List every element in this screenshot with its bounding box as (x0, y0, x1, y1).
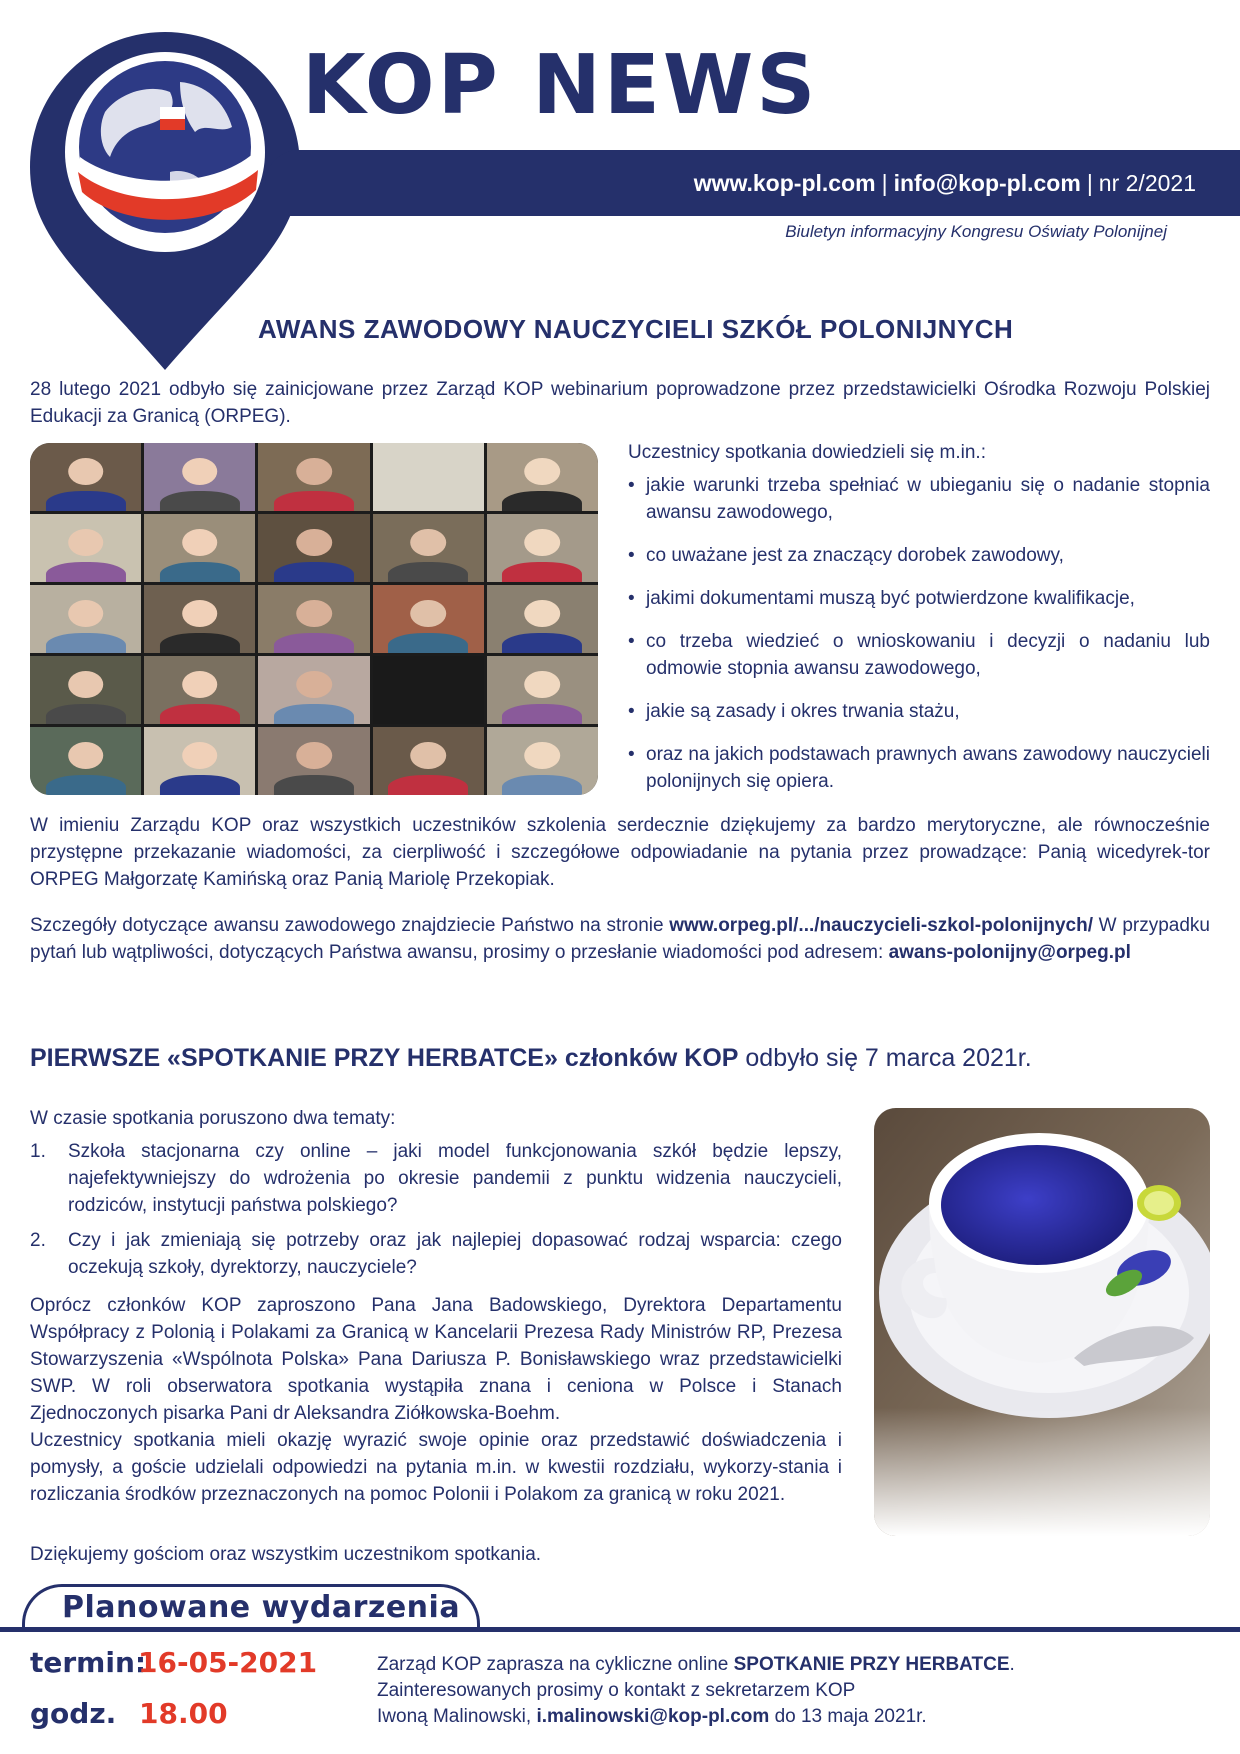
participant-face (296, 671, 332, 698)
participant-face (525, 742, 561, 769)
separator: | (881, 170, 888, 196)
participant-tile (487, 727, 598, 795)
participant-face (296, 742, 332, 769)
participant-body (160, 562, 240, 582)
participant-tile (373, 727, 484, 795)
participant-body (274, 491, 354, 511)
article2-title-bold: PIERWSZE «SPOTKANIE PRZY HERBATCE» członków KOP (30, 1044, 739, 1072)
event-desc-text: Iwoną Malinowski, (377, 1706, 537, 1727)
event-desc-text: Zainteresowanych prosimy o kontakt z sekretarzem KOP (377, 1680, 856, 1701)
participant-body (160, 491, 240, 511)
participant-tile (373, 443, 484, 511)
event-desc-text: . (1009, 1654, 1015, 1675)
list-item: • jakie są zasady i okres trwania stażu, (628, 698, 1210, 725)
participant-face (525, 458, 561, 485)
participant-tile (487, 443, 598, 511)
participant-body (160, 775, 240, 795)
participant-body (46, 775, 126, 795)
webinar-screenshot (30, 443, 598, 795)
participant-body (274, 775, 354, 795)
secretary-email-link[interactable]: i.malinowski@kop-pl.com (536, 1706, 770, 1727)
separator: | (1086, 170, 1093, 196)
participant-body (502, 562, 582, 582)
participant-body (274, 562, 354, 582)
participant-tile (258, 514, 369, 582)
masthead-title: KOP NEWS (302, 38, 819, 133)
participant-tile (144, 656, 255, 724)
topic-item (30, 1138, 842, 1219)
participant-body (274, 704, 354, 724)
events-title: Planowane wydarzenia (62, 1590, 461, 1625)
awans-email-link[interactable]: awans-polonijny@orpeg.pl (888, 942, 1131, 963)
article1-list (628, 472, 1210, 795)
participant-body (46, 704, 126, 724)
participant-tile (144, 514, 255, 582)
participant-tile (258, 443, 369, 511)
article2-topics (30, 1138, 842, 1289)
participant-face (296, 600, 332, 627)
participant-body (502, 775, 582, 795)
article2-title (30, 1044, 1032, 1073)
email-link[interactable]: info@kop-pl.com (893, 170, 1081, 196)
participant-body (502, 704, 582, 724)
participant-tile (30, 443, 141, 511)
details-text: Szczegóły dotyczące awansu zawodowego znajdziecie Państwo na stronie (30, 915, 670, 936)
orpeg-link[interactable]: www.orpeg.pl/.../nauczycieli-szkol-polonijnych/ (669, 915, 1093, 936)
participant-face (182, 742, 218, 769)
participant-face (68, 458, 104, 485)
article2-discussion: Uczestnicy spotkania mieli okazję wyrazić swoje opinie oraz przedstawić doświadczenia i pomysły, a goście udzielali odpowiedzi na pytania m.in. w kwestii rozdziału, wykorzy-stania i rozliczania środków przeznaczonych na pomoc Polonii i Polakom za granicą w roku 2021. (30, 1430, 842, 1505)
topic-text: Czy i jak zmieniają się potrzeby oraz jak najlepiej dopasować rodzaj wsparcia: czego oczekują szkoły, dyrektorzy, nauczyciele? (68, 1230, 842, 1278)
participant-face (296, 458, 332, 485)
article1-title: AWANS ZAWODOWY NAUCZYCIELI SZKÓŁ POLONIJNYCH (258, 314, 1014, 344)
participant-tile (373, 514, 484, 582)
participant-face (182, 458, 218, 485)
participant-face (68, 742, 104, 769)
article2-intro: W czasie spotkania poruszono dwa tematy: (30, 1108, 396, 1129)
participant-tile (487, 514, 598, 582)
participant-face (525, 529, 561, 556)
article1-list-intro: Uczestnicy spotkania dowiedzieli się m.in.: (628, 442, 986, 463)
participant-tile (258, 656, 369, 724)
list-item: • oraz na jakich podstawach prawnych awans zawodowy nauczycieli polonijnych się opiera. (628, 741, 1210, 795)
participant-face (410, 742, 446, 769)
participant-tile (30, 514, 141, 582)
tea-cup-photo (874, 1108, 1210, 1536)
participant-tile (258, 585, 369, 653)
list-item: • co uważane jest za znaczący dorobek zawodowy, (628, 542, 1210, 569)
participant-body (46, 633, 126, 653)
time-value: 18.00 (139, 1697, 228, 1730)
participant-face (68, 671, 104, 698)
participant-body (388, 562, 468, 582)
participant-face (68, 600, 104, 627)
event-desc-text: do 13 maja 2021r. (769, 1706, 927, 1727)
article1-intro: 28 lutego 2021 odbyło się zainicjowane przez Zarząd KOP webinarium poprowadzone przez przedstawicielki Ośrodka Rozwoju Polskiej Edukacji za Granicą (ORPEG). (30, 379, 1210, 427)
questions-text: W przypadku pytań lub wątpliwości, dotyczących Państwa awansu, prosimy o przesłanie wiadomości pod adresem: (30, 915, 1210, 963)
participant-tile (373, 585, 484, 653)
participant-tile (258, 727, 369, 795)
participant-tile (144, 585, 255, 653)
event-name: SPOTKANIE PRZY HERBATCE (733, 1654, 1010, 1675)
participant-tile (487, 656, 598, 724)
participant-tile (144, 443, 255, 511)
participant-body (160, 633, 240, 653)
participant-body (160, 704, 240, 724)
participant-face (182, 600, 218, 627)
event-description (377, 1652, 1227, 1730)
participant-face (525, 671, 561, 698)
participant-body (274, 633, 354, 653)
article2-title-rest: odbyło się 7 marca 2021r. (738, 1044, 1032, 1072)
event-desc-text: Zarząd KOP zaprasza na cykliczne online (377, 1654, 734, 1675)
bulletin-subtitle: Biuletyn informacyjny Kongresu Oświaty Polonijnej (785, 222, 1167, 241)
article1-thanks: W imieniu Zarządu KOP oraz wszystkich uczestników szkolenia serdecznie dziękujemy za bardzo merytoryczne, ale równocześnie przystępne przekazanie wiadomości, za cierpliwość i szczegółowe odpowiadanie na pytania przez prowadzące: Panią wicedyrek-tor ORPEG Małgorzatę Kamińską oraz Panią Mariolę Przekopiak. (30, 815, 1210, 890)
participant-face (296, 529, 332, 556)
article2-thanks: Dziękujemy gościom oraz wszystkim uczestnikom spotkania. (30, 1544, 542, 1565)
participant-face (410, 529, 446, 556)
participant-tile (30, 727, 141, 795)
topic-item (30, 1227, 842, 1281)
topic-number: 1. (30, 1141, 46, 1162)
participant-face (68, 529, 104, 556)
list-item: • jakie warunki trzeba spełniać w ubieganiu się o nadanie stopnia awansu zawodowego, (628, 472, 1210, 526)
participant-body (388, 775, 468, 795)
participant-tile (30, 656, 141, 724)
list-item: • co trzeba wiedzieć o wnioskowaniu i decyzji o nadaniu lub odmowie stopnia awansu zawodowego, (628, 628, 1210, 682)
participant-face (182, 671, 218, 698)
topic-text: Szkoła stacjonarna czy online – jaki model funkcjonowania szkół będzie lepszy, najefektywniejszy do wdrożenia po okresie pandemii z punktu widzenia nauczycieli, rodziców, instytucji państwa polskiego? (68, 1141, 842, 1216)
term-label: termin: (30, 1646, 147, 1679)
participant-body (46, 491, 126, 511)
issue-number: nr 2/2021 (1098, 170, 1196, 196)
participant-tile (30, 585, 141, 653)
events-divider (0, 1627, 1240, 1632)
list-item: • jakimi dokumentami muszą być potwierdzone kwalifikacje, (628, 585, 1210, 612)
website-link[interactable]: www.kop-pl.com (693, 170, 876, 196)
participant-body (502, 491, 582, 511)
participant-tile (487, 585, 598, 653)
article1-details (30, 912, 1210, 966)
participant-body (46, 562, 126, 582)
time-label: godz. (30, 1697, 117, 1730)
participant-face (410, 600, 446, 627)
participant-face (525, 600, 561, 627)
participant-tile (144, 727, 255, 795)
article2-guests: Oprócz członków KOP zaproszono Pana Jana Badowskiego, Dyrektora Departamentu Współpracy z Polonią i Polakami za Granicą w Kancelarii Prezesa Rady Ministrów RP, Prezesa Stowarzyszenia «Wspólnota Polska» Pana Dariusza P. Bonisławskiego wraz przedstawicielki SWP. W roli obserwatora spotkania wystąpiła znana i ceniona w Polsce i Stanach Zjednoczonych pisarka Pani dr Aleksandra Ziółkowska-Boehm. (30, 1295, 842, 1424)
participant-tile (373, 656, 484, 724)
participant-body (502, 633, 582, 653)
term-date: 16-05-2021 (138, 1646, 318, 1679)
participant-face (182, 529, 218, 556)
header-contacts (694, 170, 1196, 197)
participant-body (388, 633, 468, 653)
topic-number: 2. (30, 1230, 46, 1251)
